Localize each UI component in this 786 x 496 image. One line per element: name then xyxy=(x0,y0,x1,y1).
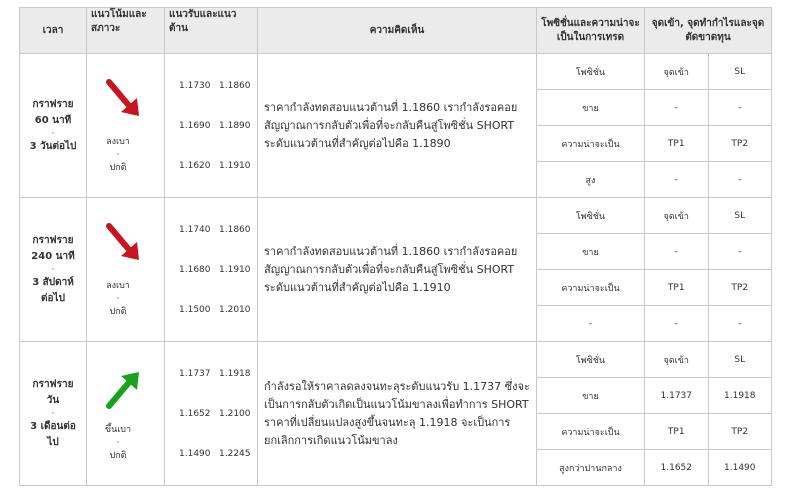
header-support-resistance: แนวรับและแนวต้าน xyxy=(165,8,258,54)
tp2-value: 1.1490 xyxy=(724,462,756,473)
probability-value: สูงกว่าปานกลาง xyxy=(559,463,622,474)
position-cell xyxy=(537,54,645,198)
position-label: โพซิชั่น xyxy=(537,198,644,234)
header-time: เวลา xyxy=(20,8,87,54)
support-value: 1.1737 xyxy=(179,368,211,379)
timeframe-label: กราฟราย xyxy=(32,378,74,390)
entry-value: - xyxy=(645,234,708,270)
down-arrow-icon xyxy=(105,78,145,122)
sl-value: 1.1918 xyxy=(708,378,771,414)
sr-level-row xyxy=(165,106,257,146)
tp2-label: TP2 xyxy=(708,126,771,162)
probability-label: ความน่าจะเป็น xyxy=(537,414,644,450)
probability-label: ความน่าจะเป็น xyxy=(537,126,644,162)
timeframe-horizon-cont: ไป xyxy=(47,436,59,448)
timeframe-period: 60 นาที xyxy=(34,114,72,126)
timeframe-horizon: 3 วันต่อไป xyxy=(29,140,77,152)
sr-level-row xyxy=(165,354,257,394)
position-label: โพซิชั่น xyxy=(537,342,644,378)
support-value: 1.1500 xyxy=(179,304,211,315)
resistance-value: 1.1910 xyxy=(219,160,251,171)
probability-value: - xyxy=(588,318,593,329)
sr-level-row xyxy=(165,250,257,290)
condition-label: ปกติ xyxy=(109,450,127,461)
header-comment: ความคิดเห็น xyxy=(258,8,537,54)
trend-label: ลงเบา xyxy=(106,136,130,147)
sr-level-row xyxy=(165,210,257,250)
support-value: 1.1620 xyxy=(179,160,211,171)
trend-cell xyxy=(87,198,165,342)
sr-level-row xyxy=(165,434,257,474)
probability-value: สูง xyxy=(585,175,596,186)
timeframe-cell xyxy=(20,198,87,342)
tp1-label: TP1 xyxy=(645,126,708,162)
timeframe-horizon: 3 เดือนต่อ xyxy=(30,420,76,432)
entry-value: 1.1737 xyxy=(645,378,708,414)
sl-label: SL xyxy=(708,342,771,378)
timeframe-horizon-cont: ต่อไป xyxy=(41,292,65,304)
sr-level-row xyxy=(165,146,257,186)
header-entry: จุดเข้า, จุดทำกำไรและจุดตัดขาดทุน xyxy=(645,8,772,54)
tp2-label: TP2 xyxy=(708,270,771,306)
timeframe-period: 240 นาที xyxy=(31,250,75,262)
trend-label: ลงเบา xyxy=(106,280,130,291)
condition-label: ปกติ xyxy=(109,162,127,173)
position-value: ขาย xyxy=(537,234,644,270)
comment-cell: ราคากำลังทดสอบแนวต้านที่ 1.1860 เรากำลังรอคอยสัญญาณการกลับตัวเพื่อที่จะกลับคืนสู่โพซิชั่น SHORT ระดับแนวต้านที่สำคัญต่อไปคือ 1.1910 xyxy=(258,198,537,342)
sl-label: SL xyxy=(708,54,771,90)
position-label: โพซิชั่น xyxy=(537,54,644,90)
trend-cell xyxy=(87,342,165,486)
support-resistance-cell xyxy=(165,342,258,486)
header-row xyxy=(20,8,772,54)
support-value: 1.1740 xyxy=(179,224,211,235)
table-row xyxy=(20,54,772,198)
support-value: 1.1652 xyxy=(179,408,211,419)
position-cell xyxy=(537,342,645,486)
sr-level-row xyxy=(165,394,257,434)
support-resistance-cell xyxy=(165,198,258,342)
entry-cell xyxy=(645,198,772,342)
timeframe-cell xyxy=(20,54,87,198)
tp2-value: - xyxy=(738,318,742,329)
separator-dot: · xyxy=(116,437,120,448)
entry-label: จุดเข้า xyxy=(645,198,708,234)
resistance-value: 1.1890 xyxy=(219,120,251,131)
resistance-value: 1.1918 xyxy=(219,368,251,379)
separator-dot: · xyxy=(51,408,55,419)
tp1-value: 1.1652 xyxy=(645,450,708,486)
condition-label: ปกติ xyxy=(109,306,127,317)
table-row xyxy=(20,198,772,342)
position-value: ขาย xyxy=(537,378,644,414)
sl-value: - xyxy=(708,90,771,126)
header-position: โพซิชั่นและความน่าจะเป็นในการเทรด xyxy=(537,8,645,54)
separator-dot: · xyxy=(51,128,55,139)
support-value: 1.1690 xyxy=(179,120,211,131)
forecast-table xyxy=(19,7,772,486)
support-resistance-cell xyxy=(165,54,258,198)
resistance-value: 1.2010 xyxy=(219,304,251,315)
up-arrow-icon xyxy=(105,366,145,410)
comment-cell: ราคากำลังทดสอบแนวต้านที่ 1.1860 เรากำลังรอคอยสัญญาณการกลับตัวเพื่อที่จะกลับคืนสู่โพซิชั่น SHORT ระดับแนวต้านที่สำคัญต่อไปคือ 1.1890 xyxy=(258,54,537,198)
entry-label: จุดเข้า xyxy=(645,342,708,378)
entry-cell xyxy=(645,54,772,198)
separator-dot: · xyxy=(116,149,120,160)
tp2-label: TP2 xyxy=(708,414,771,450)
header-trend: แนวโน้มและสภาวะ xyxy=(87,8,165,54)
trend-label: ขึ้นเบา xyxy=(104,424,132,435)
trend-cell xyxy=(87,54,165,198)
probability-label: ความน่าจะเป็น xyxy=(537,270,644,306)
resistance-value: 1.2100 xyxy=(219,408,251,419)
comment-cell: กำลังรอให้ราคาลดลงจนทะลุระดับแนวรับ 1.1737 ซึ่งจะเป็นการกลับตัวเกิดเป็นแนวโน้มขาลงเพื่อทำการ SHORT ราคาที่เปลี่ยนแปลงสูงขึ้นจนทะลุ 1.1918 จะเป็นการยกเลิกการเกิดแนวโน้มขาลง xyxy=(258,342,537,486)
support-value: 1.1680 xyxy=(179,264,211,275)
separator-dot: · xyxy=(51,264,55,275)
sl-label: SL xyxy=(708,198,771,234)
resistance-value: 1.1910 xyxy=(219,264,251,275)
tp1-value: - xyxy=(645,162,708,198)
support-value: 1.1490 xyxy=(179,448,211,459)
resistance-value: 1.1860 xyxy=(219,80,251,91)
position-cell xyxy=(537,198,645,342)
sr-level-row xyxy=(165,66,257,106)
down-arrow-icon xyxy=(105,222,145,266)
timeframe-period: วัน xyxy=(46,394,60,406)
entry-value: - xyxy=(645,90,708,126)
position-value: ขาย xyxy=(537,90,644,126)
timeframe-horizon: 3 สัปดาห์ xyxy=(32,276,74,288)
timeframe-label: กราฟราย xyxy=(32,98,74,110)
table-row xyxy=(20,342,772,486)
timeframe-label: กราฟราย xyxy=(32,234,74,246)
entry-cell xyxy=(645,342,772,486)
sl-value: - xyxy=(708,234,771,270)
tp1-value: - xyxy=(645,306,708,342)
support-value: 1.1730 xyxy=(179,80,211,91)
separator-dot: · xyxy=(116,293,120,304)
tp1-label: TP1 xyxy=(645,270,708,306)
resistance-value: 1.1860 xyxy=(219,224,251,235)
resistance-value: 1.2245 xyxy=(219,448,251,459)
sr-level-row xyxy=(165,290,257,330)
entry-label: จุดเข้า xyxy=(645,54,708,90)
tp2-value: - xyxy=(738,174,742,185)
tp1-label: TP1 xyxy=(645,414,708,450)
timeframe-cell xyxy=(20,342,87,486)
